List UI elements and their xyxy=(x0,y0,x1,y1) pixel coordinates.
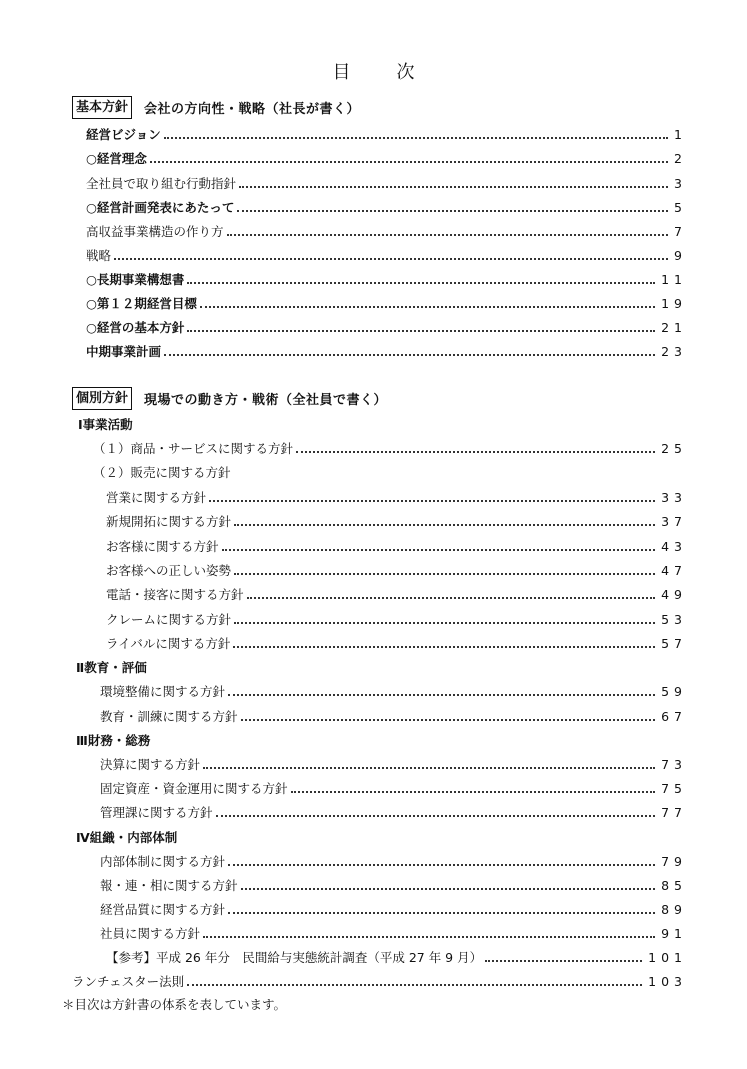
toc-page: 91 xyxy=(661,926,687,941)
toc-entry[interactable] xyxy=(106,559,687,579)
toc-label: ○経営計画発表にあたって xyxy=(86,200,235,215)
toc-entry[interactable] xyxy=(86,147,687,167)
toc-entry[interactable] xyxy=(100,898,687,918)
toc-label: 営業に関する方針 xyxy=(106,490,207,505)
toc-page: 89 xyxy=(661,902,687,917)
category-heading: Ⅱ教育・評価 xyxy=(76,660,147,675)
toc-entry[interactable] xyxy=(86,172,687,192)
category-heading: Ⅰ事業活動 xyxy=(78,417,133,432)
toc-entry[interactable] xyxy=(93,437,687,457)
toc-entry[interactable] xyxy=(106,608,687,628)
toc-entry[interactable] xyxy=(86,316,687,336)
leader-dots xyxy=(203,767,655,769)
subcategory-heading: （２）販売に関する方針 xyxy=(93,465,231,480)
toc-page: 23 xyxy=(661,344,687,359)
toc-label: 戦略 xyxy=(86,248,112,263)
leader-dots xyxy=(234,524,655,526)
section-header-individual xyxy=(72,386,387,410)
toc-label: ○長期事業構想書 xyxy=(86,272,185,287)
toc-page: 57 xyxy=(661,636,687,651)
toc-entry[interactable] xyxy=(100,922,687,942)
toc-label: ○経営の基本方針 xyxy=(86,320,185,335)
toc-entry[interactable] xyxy=(100,777,687,797)
toc-label: 高収益事業構造の作り方 xyxy=(86,224,224,239)
toc-page: 9 xyxy=(674,248,687,263)
leader-dots xyxy=(150,161,668,163)
section-tag-individual: 個別方針 xyxy=(72,387,132,410)
toc-entry[interactable] xyxy=(106,535,687,555)
leader-dots xyxy=(114,258,668,260)
leader-dots xyxy=(239,186,668,188)
leader-dots xyxy=(227,234,669,236)
category-heading: Ⅲ財務・総務 xyxy=(76,733,151,748)
toc-label: お客様への正しい姿勢 xyxy=(106,563,232,578)
section-tag-basic: 基本方針 xyxy=(72,96,132,119)
toc-label: ○第１２期経営目標 xyxy=(86,296,197,311)
toc-page: 37 xyxy=(661,514,687,529)
leader-dots xyxy=(187,282,655,284)
toc-page: 19 xyxy=(661,296,687,311)
toc-label: 電話・接客に関する方針 xyxy=(106,587,244,602)
toc-entry[interactable] xyxy=(72,970,687,990)
section-heading-individual: 現場での動き方・戦術（全社員で書く） xyxy=(144,392,388,408)
leader-dots xyxy=(237,210,668,212)
toc-label: クレームに関する方針 xyxy=(106,612,232,627)
leader-dots xyxy=(485,960,642,962)
toc-entry[interactable] xyxy=(100,801,687,821)
toc-label: 中期事業計画 xyxy=(86,344,162,359)
toc-page: 75 xyxy=(661,781,687,796)
toc-entry[interactable] xyxy=(100,705,687,725)
leader-dots xyxy=(247,597,656,599)
category-heading: Ⅳ組織・内部体制 xyxy=(76,830,178,845)
toc-page: 59 xyxy=(661,684,687,699)
toc-page: 5 xyxy=(674,200,687,215)
toc-entry[interactable] xyxy=(100,753,687,773)
toc-page: 79 xyxy=(661,854,687,869)
toc-entry[interactable] xyxy=(86,220,687,240)
toc-page: 73 xyxy=(661,757,687,772)
leader-dots xyxy=(187,330,655,332)
toc-page: 43 xyxy=(661,539,687,554)
leader-dots xyxy=(164,137,668,139)
toc-entry[interactable] xyxy=(106,486,687,506)
leader-dots xyxy=(241,888,656,890)
leader-dots xyxy=(209,500,655,502)
toc-page: 49 xyxy=(661,587,687,602)
toc-entry[interactable] xyxy=(86,292,687,312)
toc-entry[interactable] xyxy=(86,340,687,360)
toc-label: 環境整備に関する方針 xyxy=(100,684,226,699)
section-header-basic xyxy=(72,95,360,119)
toc-label: 社員に関する方針 xyxy=(100,926,201,941)
leader-dots xyxy=(228,864,655,866)
leader-dots xyxy=(216,815,656,817)
leader-dots xyxy=(296,451,655,453)
toc-label: 内部体制に関する方針 xyxy=(100,854,226,869)
toc-entry[interactable] xyxy=(86,196,687,216)
toc-label: 全社員で取り組む行動指針 xyxy=(86,176,237,191)
toc-page: 7 xyxy=(674,224,687,239)
toc-label: 固定資産・資金運用に関する方針 xyxy=(100,781,288,796)
toc-label: （１）商品・サービスに関する方針 xyxy=(93,441,294,456)
toc-label: 新規開拓に関する方針 xyxy=(106,514,232,529)
toc-page: 77 xyxy=(661,805,687,820)
toc-label: 経営ビジョン xyxy=(86,127,161,142)
leader-dots xyxy=(200,306,655,308)
toc-entry[interactable] xyxy=(86,244,687,264)
toc-label: ランチェスター法則 xyxy=(72,974,185,989)
toc-entry[interactable] xyxy=(86,123,687,143)
leader-dots xyxy=(228,694,655,696)
toc-label: 【参考】平成 26 年分 民間給与実態統計調査（平成 27 年 9 月） xyxy=(106,950,483,965)
toc-page: 33 xyxy=(661,490,687,505)
toc-entry[interactable] xyxy=(100,874,687,894)
toc-label: ○経営理念 xyxy=(86,151,147,166)
toc-page: 11 xyxy=(661,272,687,287)
toc-page: 3 xyxy=(674,176,687,191)
leader-dots xyxy=(164,354,655,356)
toc-label: 決算に関する方針 xyxy=(100,757,201,772)
toc-page: 67 xyxy=(661,709,687,724)
toc-entry[interactable] xyxy=(100,850,687,870)
leader-dots xyxy=(203,936,655,938)
toc-page: 101 xyxy=(648,950,687,965)
toc-label: お客様に関する方針 xyxy=(106,539,219,554)
toc-page: 25 xyxy=(661,441,687,456)
toc-page: 1 xyxy=(674,127,687,142)
toc-page: 103 xyxy=(648,974,687,989)
leader-dots xyxy=(241,719,656,721)
toc-label: 報・連・相に関する方針 xyxy=(100,878,238,893)
toc-label: ライバルに関する方針 xyxy=(106,636,231,651)
toc-entry[interactable] xyxy=(106,946,687,966)
toc-page: 2 xyxy=(674,151,687,166)
toc-page: 21 xyxy=(661,320,687,335)
leader-dots xyxy=(233,646,655,648)
toc-entry[interactable] xyxy=(86,268,687,288)
toc-entry[interactable] xyxy=(100,680,687,700)
toc-label: 経営品質に関する方針 xyxy=(100,902,226,917)
toc-label: 教育・訓練に関する方針 xyxy=(100,709,238,724)
toc-page: 47 xyxy=(661,563,687,578)
leader-dots xyxy=(187,984,642,986)
toc-entry[interactable] xyxy=(106,632,687,652)
toc-entry[interactable] xyxy=(106,510,687,530)
leader-dots xyxy=(222,549,656,551)
leader-dots xyxy=(291,791,656,793)
toc-page: 53 xyxy=(661,612,687,627)
leader-dots xyxy=(234,573,655,575)
page-title: 目 次 xyxy=(332,62,429,83)
leader-dots xyxy=(234,622,655,624)
footnote: ＊目次は方針書の体系を表しています。 xyxy=(62,997,287,1012)
toc-entry[interactable] xyxy=(106,583,687,603)
section-heading-basic: 会社の方向性・戦略（社長が書く） xyxy=(144,101,361,117)
leader-dots xyxy=(228,912,655,914)
toc-label: 管理課に関する方針 xyxy=(100,805,213,820)
toc-page: 85 xyxy=(661,878,687,893)
